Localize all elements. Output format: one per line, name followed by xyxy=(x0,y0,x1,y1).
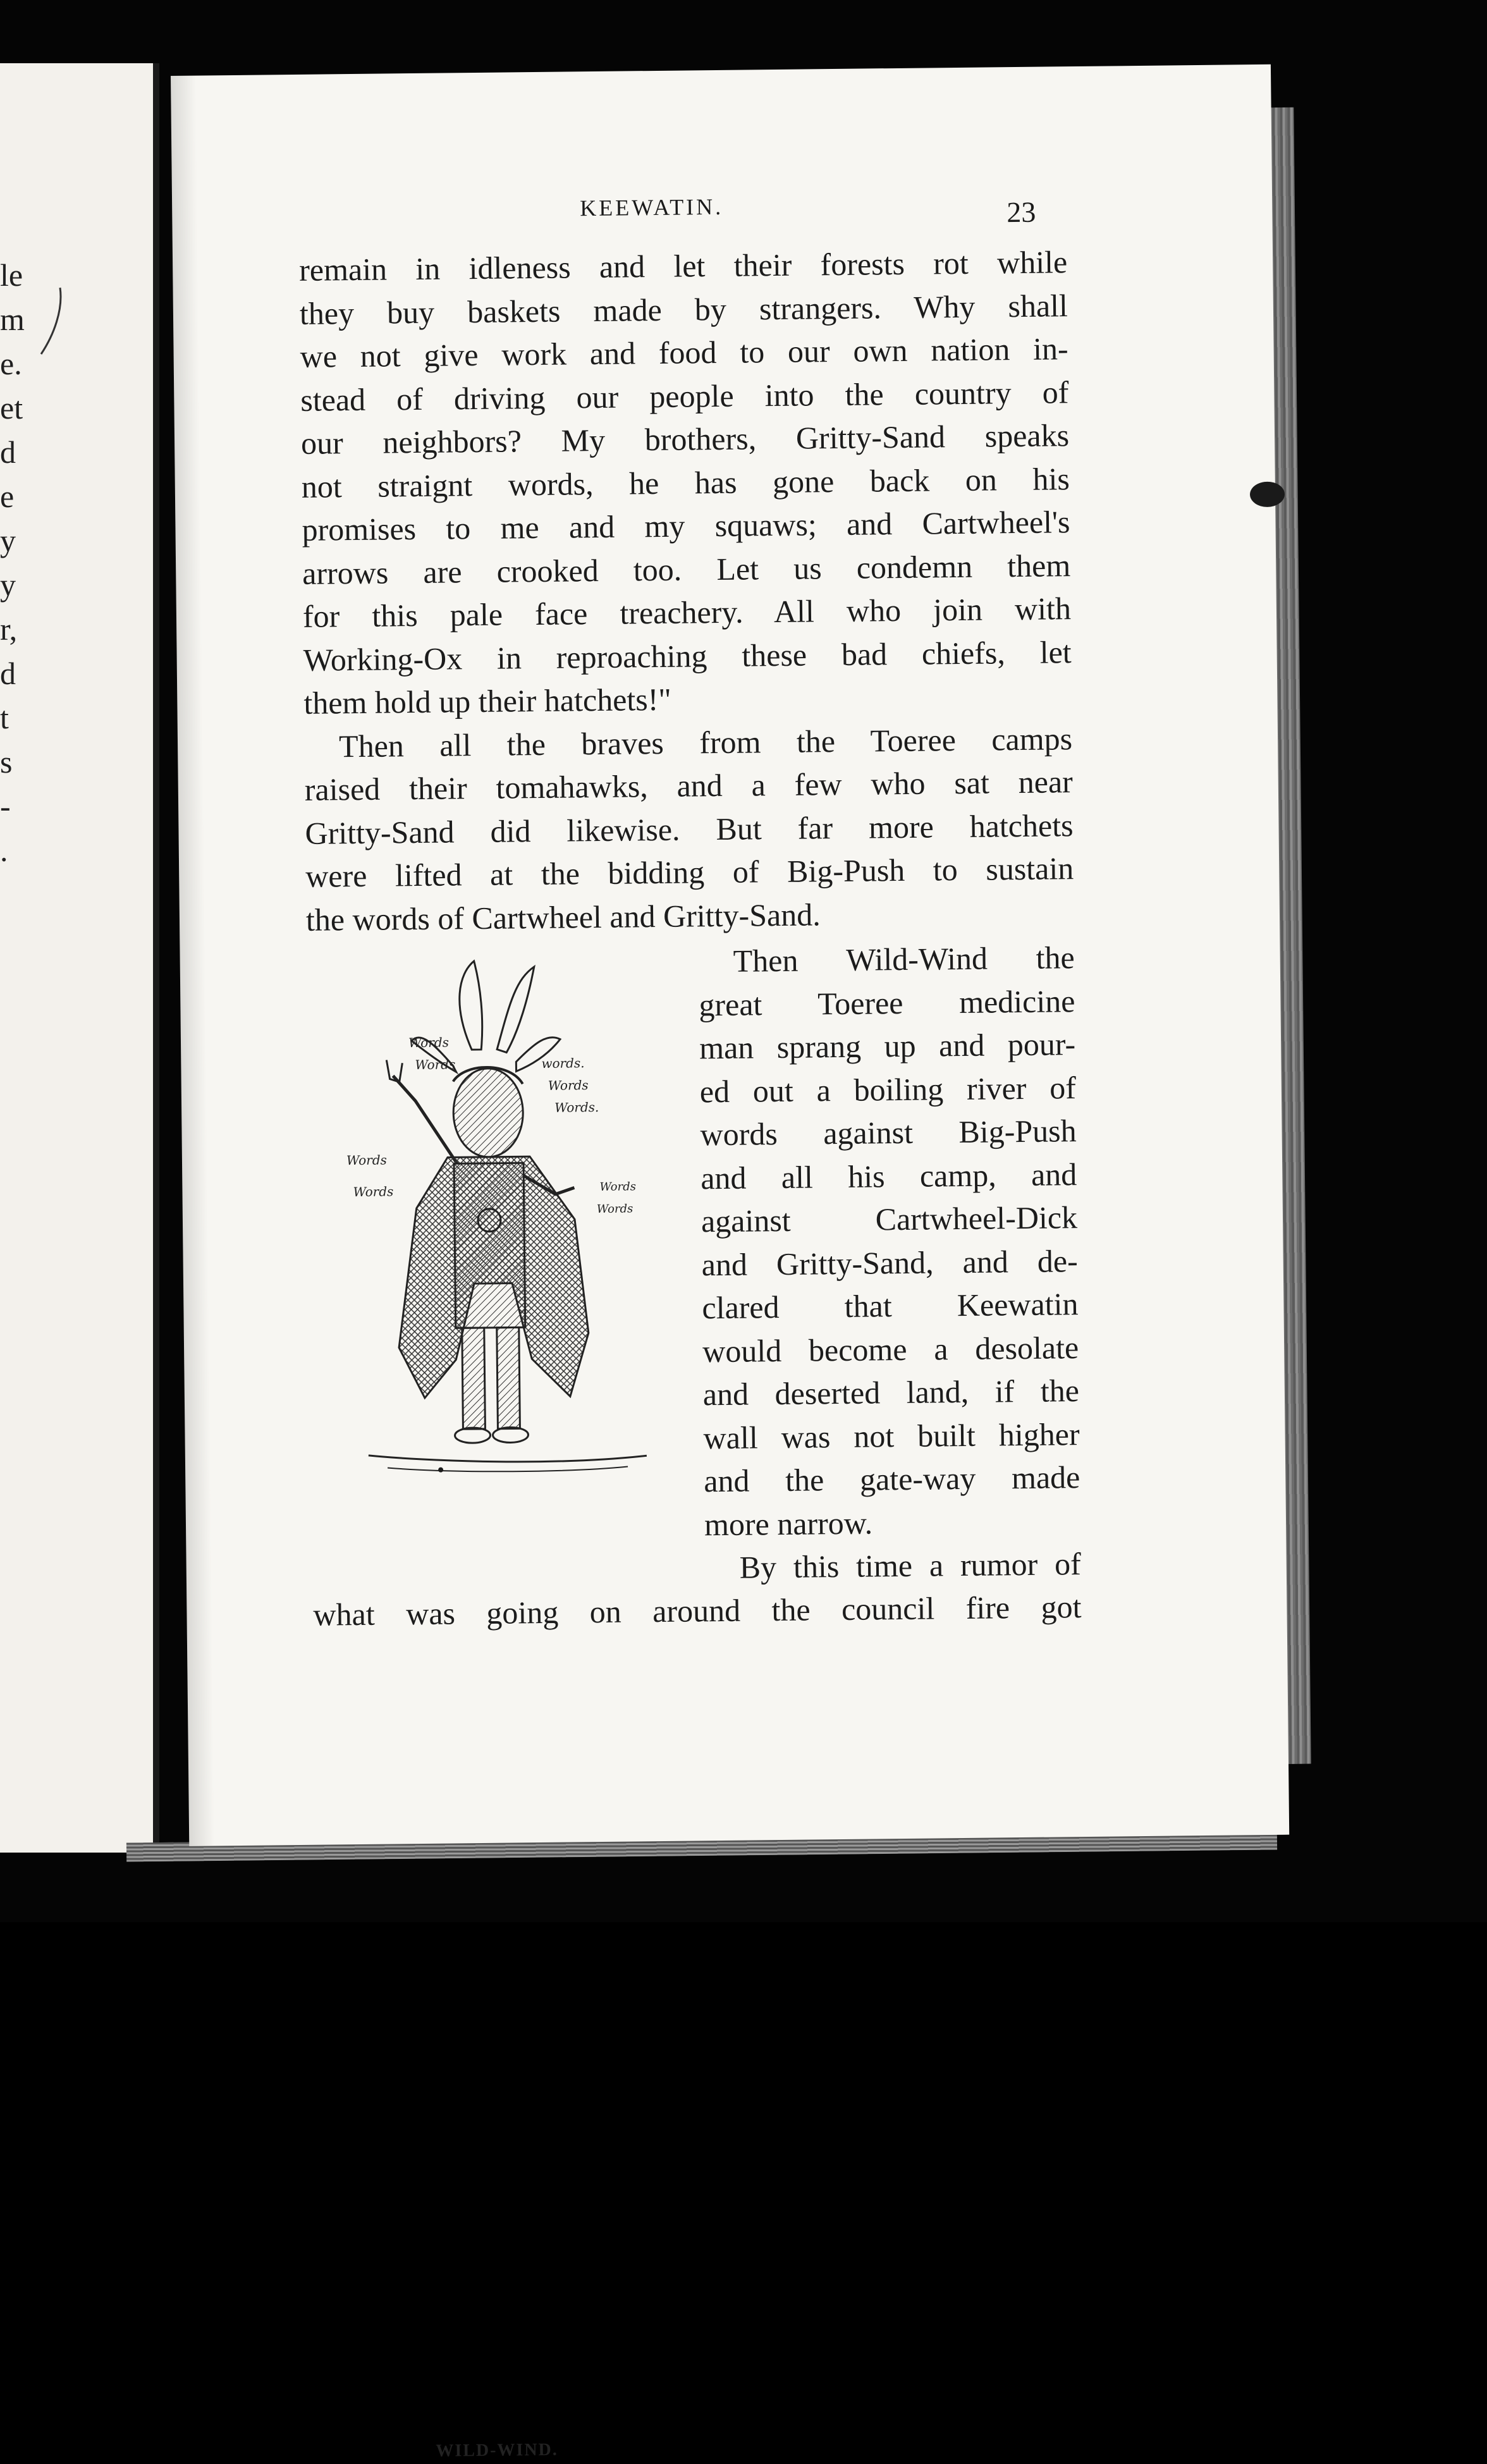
text-line: Working-Ox in reproaching these bad chiefs, let xyxy=(303,634,1072,678)
text-line: we not give work and food to our own nation in- xyxy=(300,331,1068,374)
left-page-fragment: d xyxy=(0,656,16,691)
left-page-fragment: y xyxy=(0,567,16,603)
left-page-fragment: y xyxy=(0,523,16,558)
left-page-fragment: e. xyxy=(0,346,22,381)
paragraph-block-wrapped xyxy=(698,936,1081,1590)
figure-annotation: Words xyxy=(548,1077,589,1093)
text-line: they buy baskets made by strangers. Why shall xyxy=(299,287,1068,331)
wild-wind-illustration xyxy=(326,953,686,2461)
text-line: against Cartwheel-Dick xyxy=(701,1199,1078,1239)
text-line: were lifted at the bidding of Big-Push to sustain xyxy=(305,850,1074,894)
text-line: ed out a boiling river of xyxy=(699,1069,1077,1109)
text-line: Gritty-Sand did likewise. But far more hatchets xyxy=(305,807,1074,851)
text-line: wall was not built higher xyxy=(703,1416,1080,1456)
text-line: Then all the braves from the Toeree camps xyxy=(338,720,1073,764)
left-page-fragment: t xyxy=(0,700,9,735)
text-line: what was going on around the council fire got xyxy=(313,1589,1082,1633)
paragraph-block-top xyxy=(299,240,1074,941)
left-page-fragment: r, xyxy=(0,611,18,647)
left-page-fragment: e xyxy=(0,479,15,514)
figure-annotation: Words xyxy=(599,1180,637,1194)
left-page-fragment: et xyxy=(0,390,23,426)
left-facing-page xyxy=(0,63,159,1853)
running-head: KEEWATIN. xyxy=(580,193,724,221)
gutter-shadow xyxy=(171,76,214,1846)
paragraph-block-bottom xyxy=(313,1585,1082,1636)
text-line: clared that Keewatin xyxy=(702,1286,1079,1326)
book-page xyxy=(171,64,1289,2461)
text-line: raised their tomahawks, and a few who sat near xyxy=(304,764,1074,807)
figure-annotation: Words xyxy=(353,1184,394,1200)
text-line: man sprang up and pour- xyxy=(699,1026,1076,1066)
text-line: the words of Cartwheel and Gritty-Sand. xyxy=(305,896,821,938)
text-line: arrows are crooked too. Let us condemn them xyxy=(302,547,1071,591)
body-text xyxy=(298,240,1082,1633)
text-line: not straignt words, he has gone back on his xyxy=(301,460,1070,505)
figure-annotation: words. xyxy=(541,1055,585,1071)
text-line: promises to me and my squaws; and Cartwheel's xyxy=(302,504,1070,548)
pencil-mark xyxy=(35,285,73,360)
wild-wind-drawing xyxy=(326,953,685,1500)
left-page-fragment: d xyxy=(0,434,16,470)
text-line: more narrow. xyxy=(704,1505,873,1542)
left-page-fragment: - xyxy=(0,788,11,824)
text-line: for this pale face treachery. All who join with xyxy=(302,591,1072,634)
left-page-fragment: m xyxy=(0,302,25,337)
text-line: great Toeree medicine xyxy=(699,983,1075,1022)
text-line: and the gate-way made xyxy=(704,1459,1080,1499)
text-line: would become a desolate xyxy=(702,1329,1079,1369)
left-page-fragment: le xyxy=(0,257,23,293)
figure-annotation: Words xyxy=(596,1202,633,1217)
text-line: Then Wild-Wind the xyxy=(733,940,1075,979)
text-line: our neighbors? My brothers, Gritty-Sand speaks xyxy=(300,417,1070,461)
figure-annotation: Words xyxy=(408,1034,450,1051)
figure-annotation: Words xyxy=(346,1152,387,1168)
text-line: stead of driving our people into the country of xyxy=(300,374,1069,418)
figure-annotation: Words. xyxy=(554,1099,599,1115)
left-page-fragment: . xyxy=(0,833,8,868)
figure-caption: WILD-WIND. xyxy=(436,2439,558,2461)
page-number: 23 xyxy=(1007,195,1036,229)
text-line: remain in idleness and let their forests rot while xyxy=(298,244,1068,288)
page-header xyxy=(172,181,1273,237)
left-page-fragment: s xyxy=(0,744,13,780)
text-line: and deserted land, if the xyxy=(702,1373,1080,1413)
text-line: words against Big-Push xyxy=(700,1113,1077,1153)
text-line: By this time a rumor of xyxy=(739,1546,1082,1585)
ink-speck xyxy=(438,1468,443,1473)
text-line: them hold up their hatchets!" xyxy=(303,681,672,721)
figure-annotation: Words xyxy=(415,1057,456,1073)
text-line: and all his camp, and xyxy=(701,1156,1077,1196)
text-line: and Gritty-Sand, and de- xyxy=(701,1242,1078,1282)
